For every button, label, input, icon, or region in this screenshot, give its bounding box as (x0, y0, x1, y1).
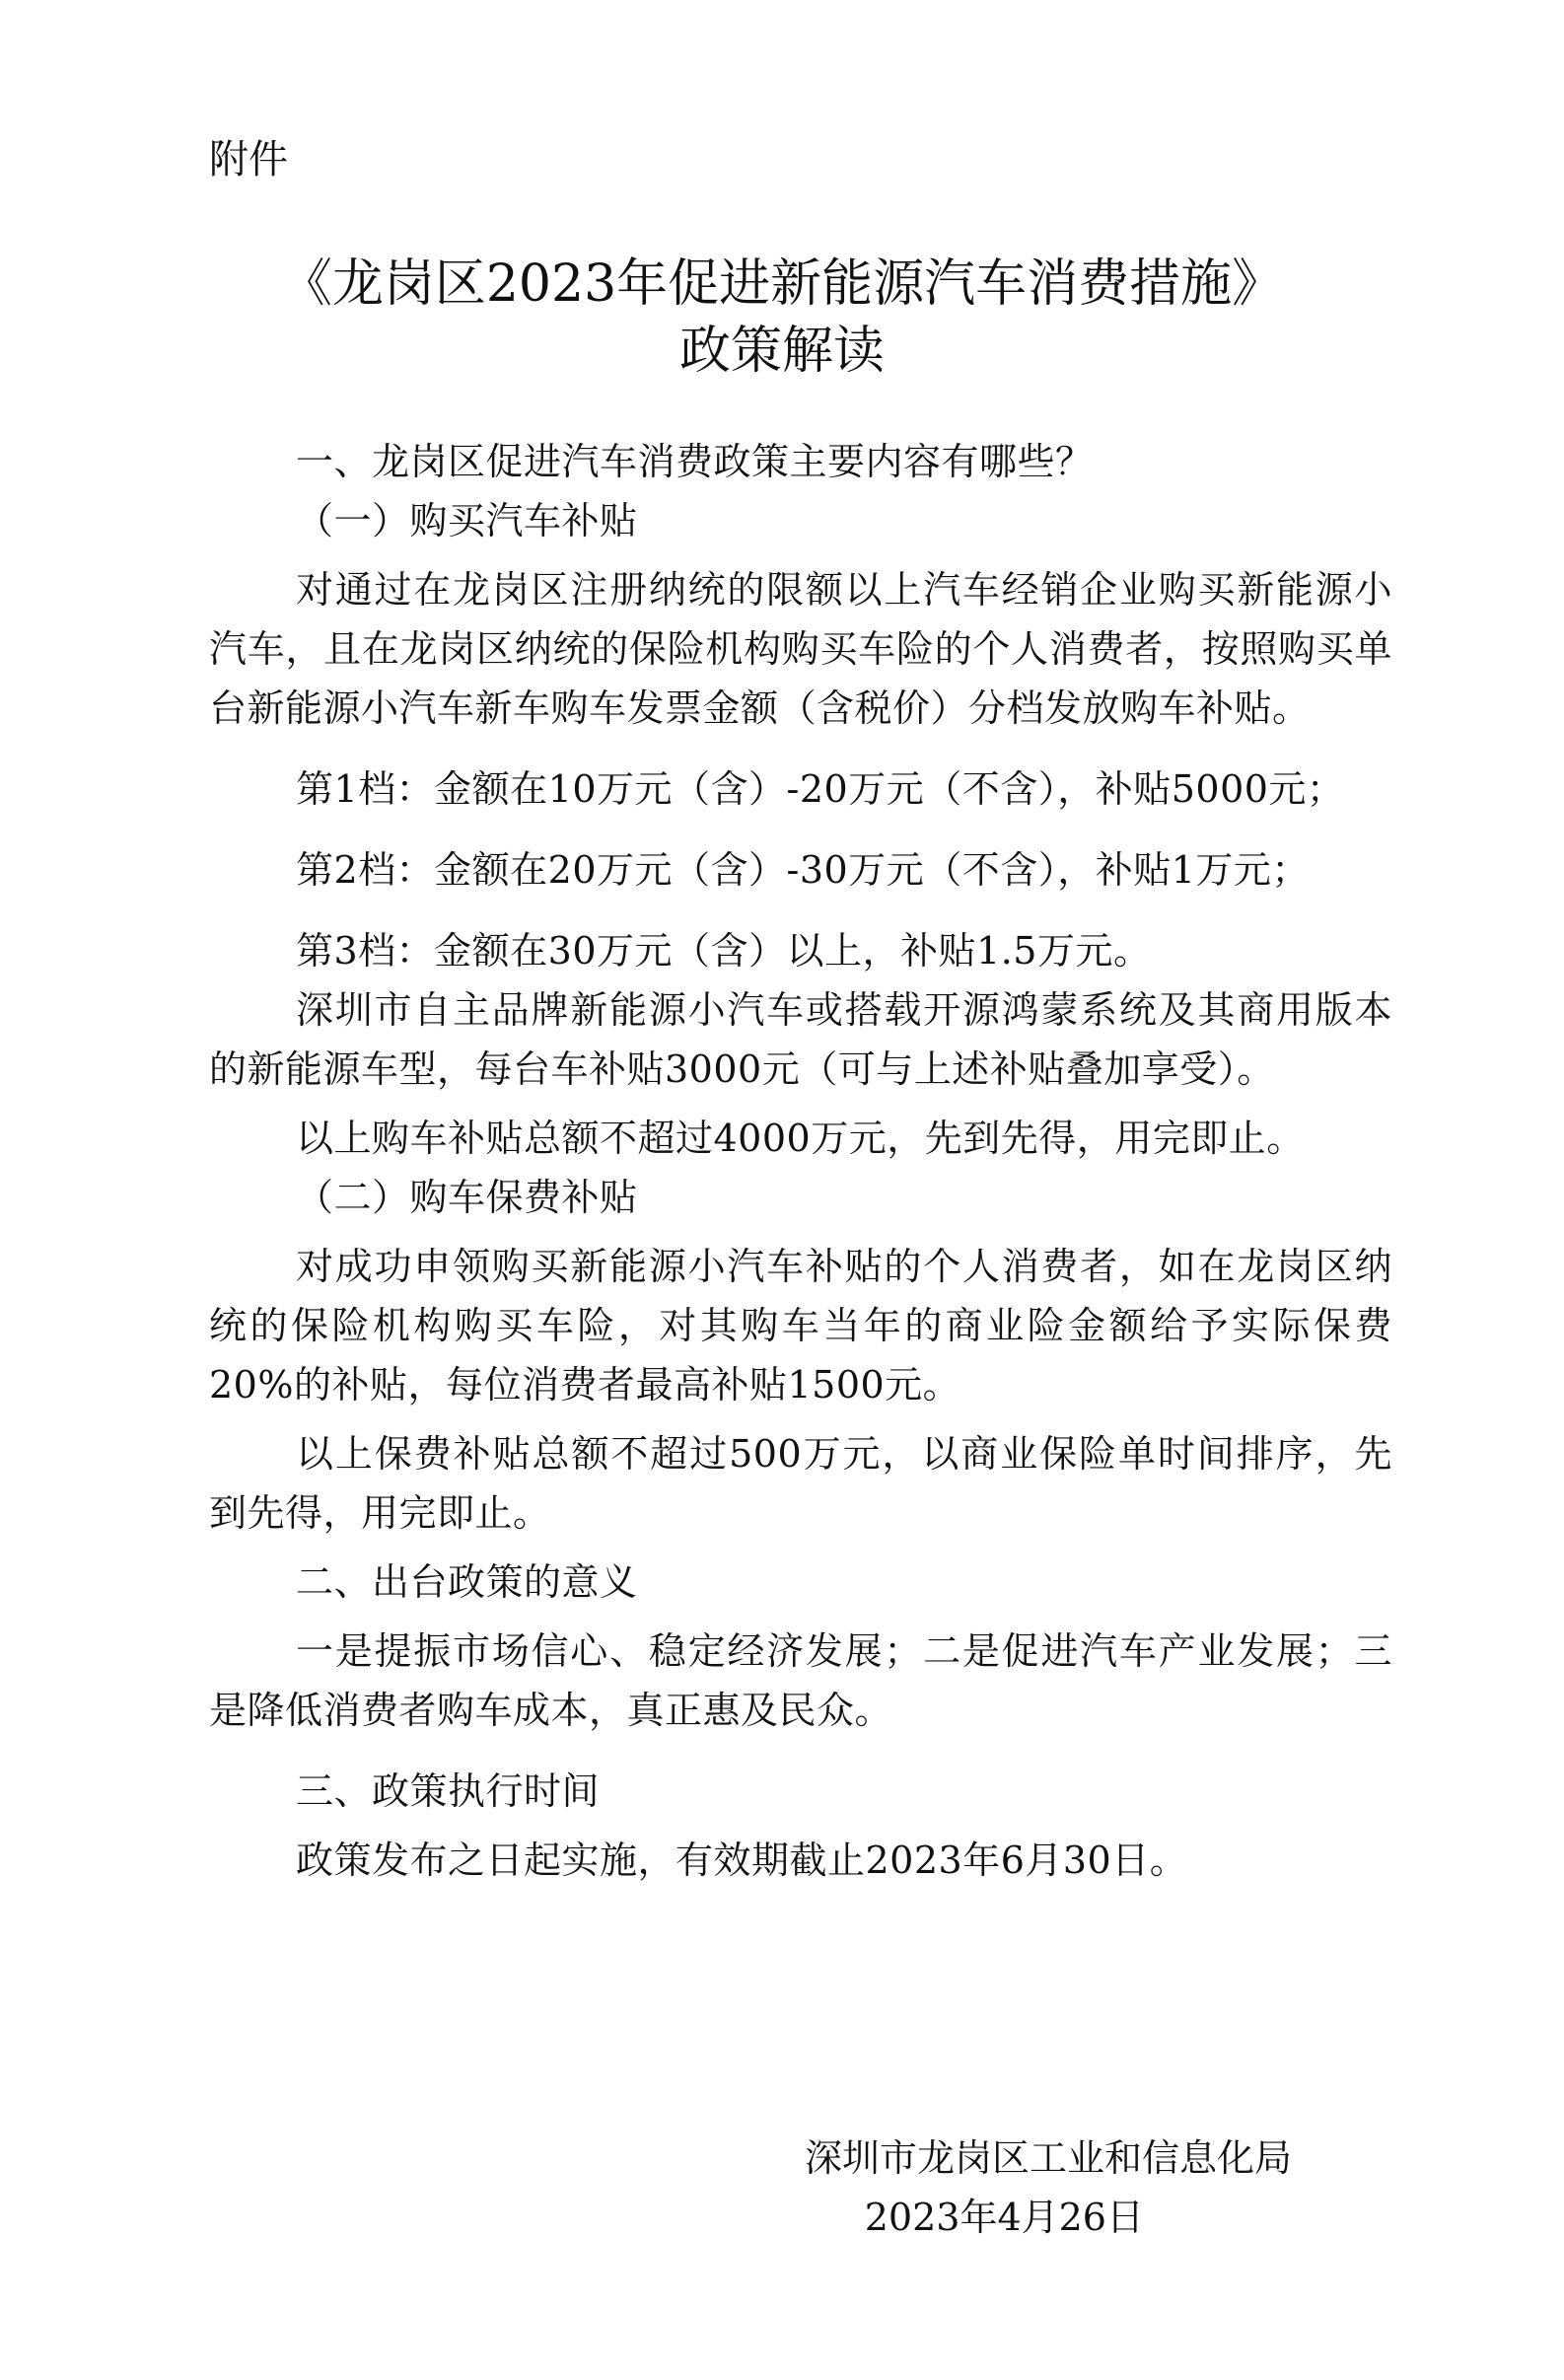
attachment-label: 附件 (209, 137, 288, 182)
document-title (0, 251, 1564, 385)
significance-paragraph: 一是提振市场信心、稳定经济发展；二是促进汽车产业发展；三是降低消费者购车成本，真正惠及民众。 (209, 1629, 1392, 1732)
issue-date: 2023年4月26日 (864, 2196, 1144, 2239)
document-body (209, 432, 1392, 1890)
subsection-heading-2: （二）购车保费补贴 (296, 1176, 638, 1219)
purchase-subsidy-paragraph: 对通过在龙岗区注册纳统的限额以上汽车经销企业购买新能源小汽车，且在龙岗区纳统的保险机构购买车险的个人消费者，按照购买单台新能源小汽车新车购车发票金额（含税价）分档发放购车补贴。 (209, 568, 1392, 730)
tier-3-paragraph: 第3档：金额在30万元（含）以上，补贴1.5万元。 (296, 929, 1152, 973)
title-line-1: 《龙岗区2023年促进新能源汽车消费措施》 (280, 254, 1284, 314)
subsection-heading-1: （一）购买汽车补贴 (296, 499, 638, 542)
issuing-organization: 深圳市龙岗区工业和信息化局 (804, 2136, 1292, 2180)
insurance-subsidy-paragraph: 对成功申领购买新能源小汽车补贴的个人消费者，如在龙岗区纳统的保险机构购买车险，对其购车当年的商业险金额给予实际保费20%的补贴，每位消费者最高补贴1500元。 (209, 1245, 1392, 1406)
section-heading-3: 三、政策执行时间 (296, 1769, 601, 1813)
section-heading-1: 一、龙岗区促进汽车消费政策主要内容有哪些？ (296, 440, 1094, 483)
section-heading-2: 二、出台政策的意义 (296, 1560, 638, 1604)
title-line-2: 政策解读 (678, 322, 885, 381)
effective-period-paragraph: 政策发布之日起实施，有效期截止2023年6月30日。 (296, 1839, 1188, 1882)
signature-block (0, 2128, 1381, 2247)
tier-2-paragraph: 第2档：金额在20万元（含）-30万元（不含），补贴1万元； (296, 848, 1310, 892)
tier-1-paragraph: 第1档：金额在10万元（含）-20万元（不含），补贴5000元； (296, 767, 1345, 811)
brand-subsidy-paragraph: 深圳市自主品牌新能源小汽车或搭载开源鸿蒙系统及其商用版本的新能源车型，每台车补贴3000元（可与上述补贴叠加享受）。 (209, 988, 1392, 1091)
purchase-total-paragraph: 以上购车补贴总额不超过4000万元，先到先得，用完即止。 (296, 1117, 1305, 1160)
insurance-total-paragraph: 以上保费补贴总额不超过500万元，以商业保险单时间排序，先到先得，用完即止。 (209, 1432, 1392, 1535)
